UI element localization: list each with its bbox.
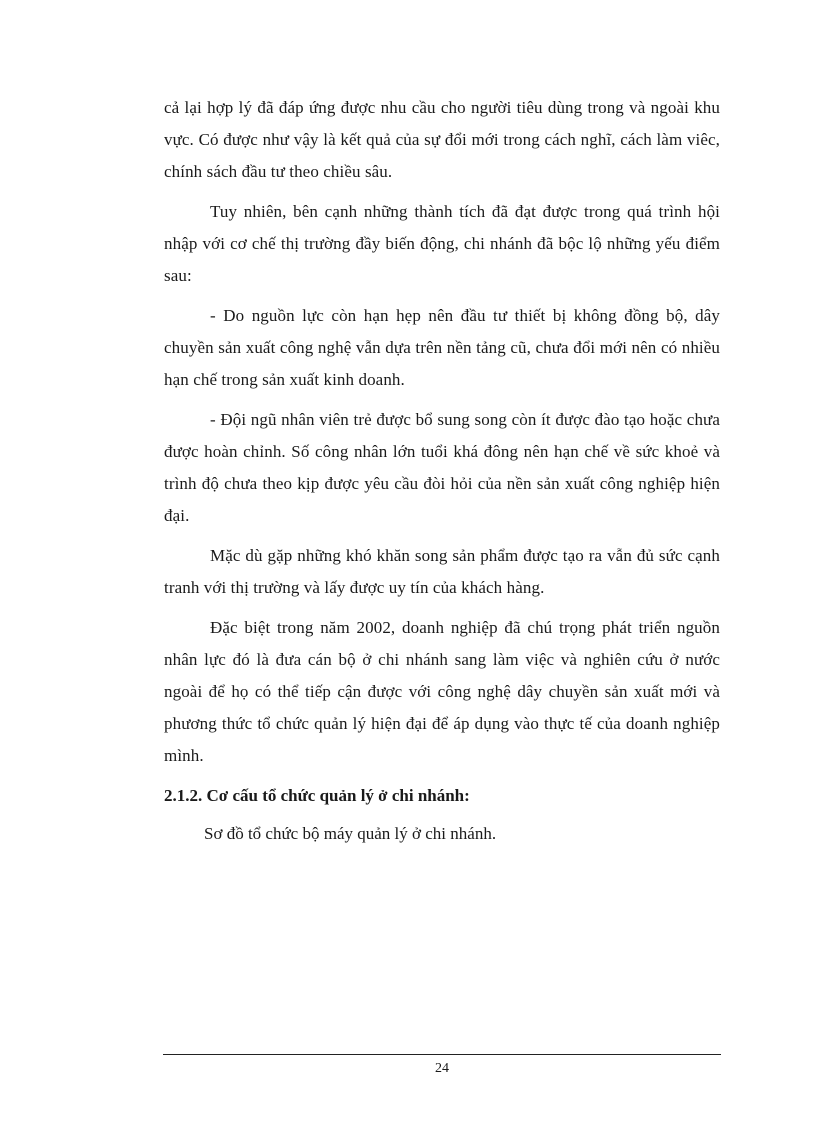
paragraph-weakness-staff: - Đội ngũ nhân viên trẻ được bổ sung song còn ít được đào tạo hoặc chưa được hoàn chỉnh. Số công nhân lớn tuổi khá đông nên hạn chế về sức khoẻ và trình độ chưa theo kịp được yêu cầu đòi hỏi của nền sản xuất công nghiệp hiện đại.: [164, 410, 720, 525]
page-number: 24: [435, 1061, 449, 1076]
paragraph-weaknesses-intro: Tuy nhiên, bên cạnh những thành tích đã đạt được trong quá trình hội nhập với cơ chế thị trường đầy biến động, chi nhánh đã bộc lộ những yếu điểm sau:: [164, 202, 720, 285]
footer-divider: [163, 1054, 721, 1055]
paragraph-competitiveness: Mặc dù gặp những khó khăn song sản phẩm được tạo ra vẫn đủ sức cạnh tranh với thị trường và lấy được uy tín của khách hàng.: [164, 546, 720, 597]
paragraph-weakness-resources: - Do nguồn lực còn hạn hẹp nên đầu tư thiết bị không đồng bộ, dây chuyền sản xuất công nghệ vẫn dựa trên nền tảng cũ, chưa đổi mới nên có nhiều hạn chế trong sản xuất kinh doanh.: [164, 306, 720, 389]
document-body: [164, 92, 720, 850]
diagram-caption: Sơ đồ tổ chức bộ máy quản lý ở chi nhánh.: [204, 824, 497, 843]
paragraph-2002-development: Đặc biệt trong năm 2002, doanh nghiệp đã chú trọng phát triển nguồn nhân lực đó là đưa cán bộ ở chi nhánh sang làm việc và nghiên cứu ở nước ngoài để họ có thể tiếp cận được với công nghệ dây chuyền sản xuất mới và phương thức tổ chức quản lý hiện đại để áp dụng vào thực tế của doanh nghiệp mình.: [164, 618, 720, 765]
section-heading: 2.1.2. Cơ cấu tổ chức quản lý ở chi nhánh:: [164, 786, 470, 805]
paragraph-continuation: cả lại hợp lý đã đáp ứng được nhu cầu cho người tiêu dùng trong và ngoài khu vực. Có được như vậy là kết quả của sự đổi mới trong cách nghĩ, cách làm viêc, chính sách đầu tư theo chiều sâu.: [164, 98, 720, 181]
